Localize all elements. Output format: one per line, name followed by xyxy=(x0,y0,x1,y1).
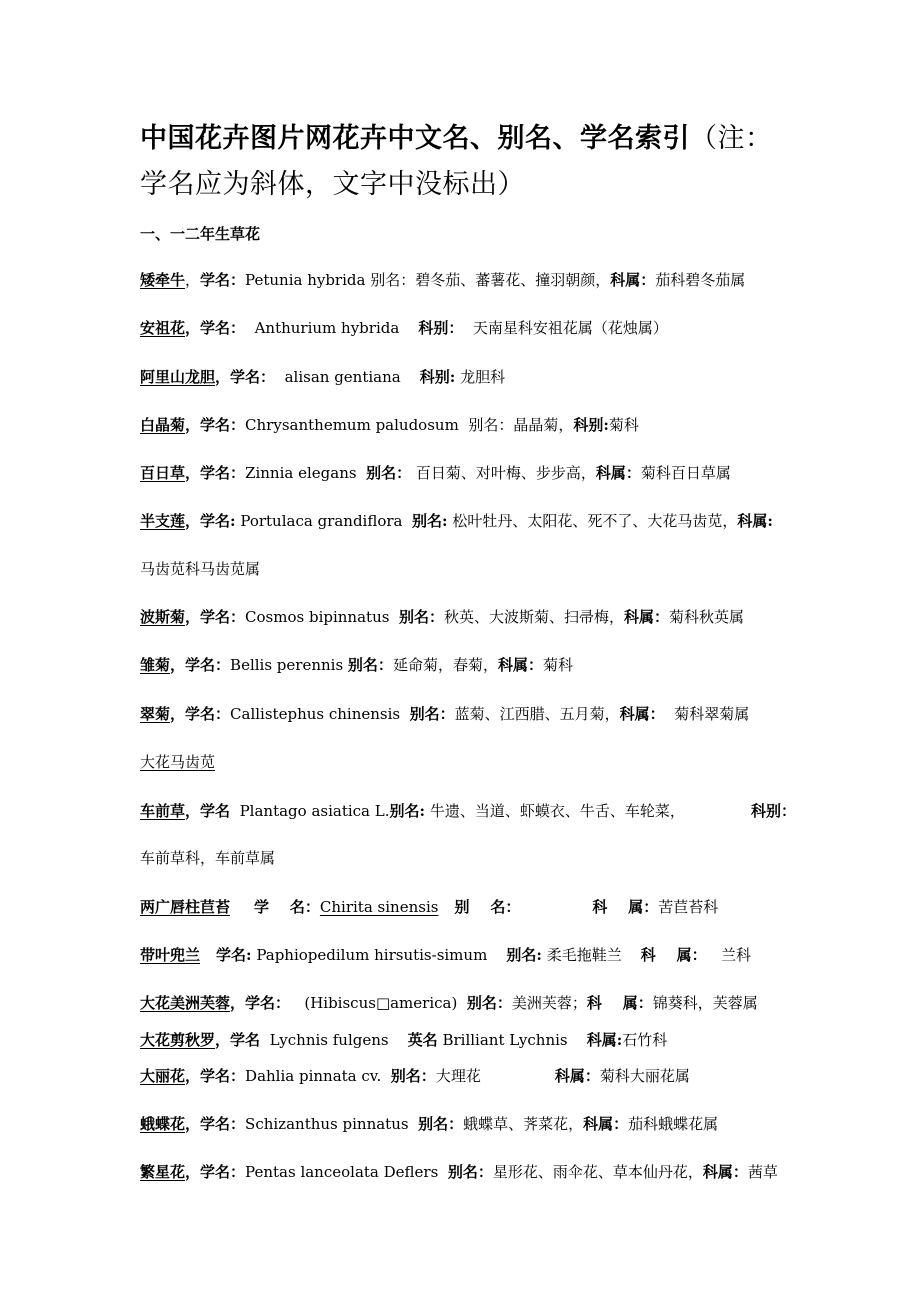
list-item: 百日草，学名：Zinnia elegans 别名： 百日菊、对叶梅、步步高，科属：菊科百日草属 xyxy=(140,464,731,482)
plant-name: 翠菊 xyxy=(140,705,171,723)
list-item: 大花剪秋罗，学名 Lychnis fulgens 英名 Brilliant Lychnis 科属:石竹科 xyxy=(140,1031,668,1049)
page-title xyxy=(140,116,840,208)
list-item: 两广唇柱苣苔 学 名：Chirita sinensis 别 名： 科 属：苦苣苔科 xyxy=(140,898,719,916)
title-note-open: （注： xyxy=(690,123,773,154)
plant-name: 半支莲 xyxy=(140,512,186,530)
plant-name: 大丽花 xyxy=(140,1067,186,1085)
plant-name: 波斯菊 xyxy=(140,608,186,626)
plant-name: 白晶菊 xyxy=(140,416,186,434)
plant-name: 雏菊 xyxy=(140,656,171,674)
plant-name: 繁星花 xyxy=(140,1163,186,1181)
plant-name: 大花马齿苋 xyxy=(140,753,216,771)
plant-name: 矮牵牛 xyxy=(140,271,186,289)
plant-name: 安祖花 xyxy=(140,319,186,337)
list-item: 蛾蝶花，学名：Schizanthus pinnatus 别名：蛾蝶草、荠菜花，科属：茄科蛾蝶花属 xyxy=(140,1115,719,1133)
list-item: 大丽花，学名：Dahlia pinnata cv. 别名：大理花 科属：菊科大丽花属 xyxy=(140,1067,690,1085)
list-item: 安祖花，学名： Anthurium hybrida 科别： 天南星科安祖花属（花烛属） xyxy=(140,319,668,337)
plant-name: 两广唇柱苣苔 xyxy=(140,898,231,916)
plant-name: 百日草 xyxy=(140,464,186,482)
list-item: 白晶菊，学名：Chrysanthemum paludosum 别名：晶晶菊，科别:菊科 xyxy=(140,416,639,434)
list-item xyxy=(140,750,800,774)
list-item: 半支莲，学名: Portulaca grandiflora 别名: 松叶牡丹、太阳花、死不了、大花马齿苋，科属: xyxy=(140,512,773,530)
list-item: 波斯菊，学名：Cosmos bipinnatus 别名：秋英、大波斯菊、扫帚梅，科属：菊科秋英属 xyxy=(140,608,745,626)
list-item: 阿里山龙胆，学名： alisan gentiana 科别: 龙胆科 xyxy=(140,368,506,386)
list-item: 雏菊，学名：Bellis perennis 别名：延命菊，春菊，科属：菊科 xyxy=(140,656,573,674)
plant-name: 带叶兜兰 xyxy=(140,946,201,964)
plant-name: 阿里山龙胆 xyxy=(140,368,216,386)
list-item: 繁星花，学名：Pentas lanceolata Deflers 别名：星形花、雨伞花、草本仙丹花，科属：茜草 xyxy=(140,1163,778,1181)
list-item-continuation: 车前草科，车前草属 xyxy=(140,849,276,867)
plant-name: 大花美洲芙蓉 xyxy=(140,994,231,1012)
section-heading: 一、一二年生草花 xyxy=(140,225,261,243)
family-label: 科别： xyxy=(751,802,797,820)
list-item: 翠菊，学名：Callistephus chinensis 别名：蓝菊、江西腊、五月菊，科属： 菊科翠菊属 xyxy=(140,705,750,723)
list-item: 矮牵牛，学名：Petunia hybrida 别名：碧冬茄、蕃薯花、撞羽朝颜，科属：茄科碧冬茄属 xyxy=(140,271,746,289)
list-item: 大花美洲芙蓉，学名： (Hibiscus□america) 别名：美洲芙蓉；科 属：锦葵科，芙蓉属 xyxy=(140,994,758,1012)
plant-name: 大花剪秋罗 xyxy=(140,1031,216,1049)
plant-name: 车前草 xyxy=(140,802,186,820)
title-main: 中国花卉图片网花卉中文名、别名、学名索引 xyxy=(140,123,690,154)
list-item-continuation: 马齿苋科马齿苋属 xyxy=(140,560,261,578)
title-note: 学名应为斜体，文字中没标出） xyxy=(140,169,525,200)
list-item: 车前草，学名 Plantago asiatica L.别名: 牛遗、当道、虾蟆衣、牛舌、车轮菜， xyxy=(140,802,685,820)
plant-name: 蛾蝶花 xyxy=(140,1115,186,1133)
list-item: 带叶兜兰 学名: Paphiopedilum hirsutis-simum 别名: 柔毛拖鞋兰 科 属： 兰科 xyxy=(140,946,751,964)
